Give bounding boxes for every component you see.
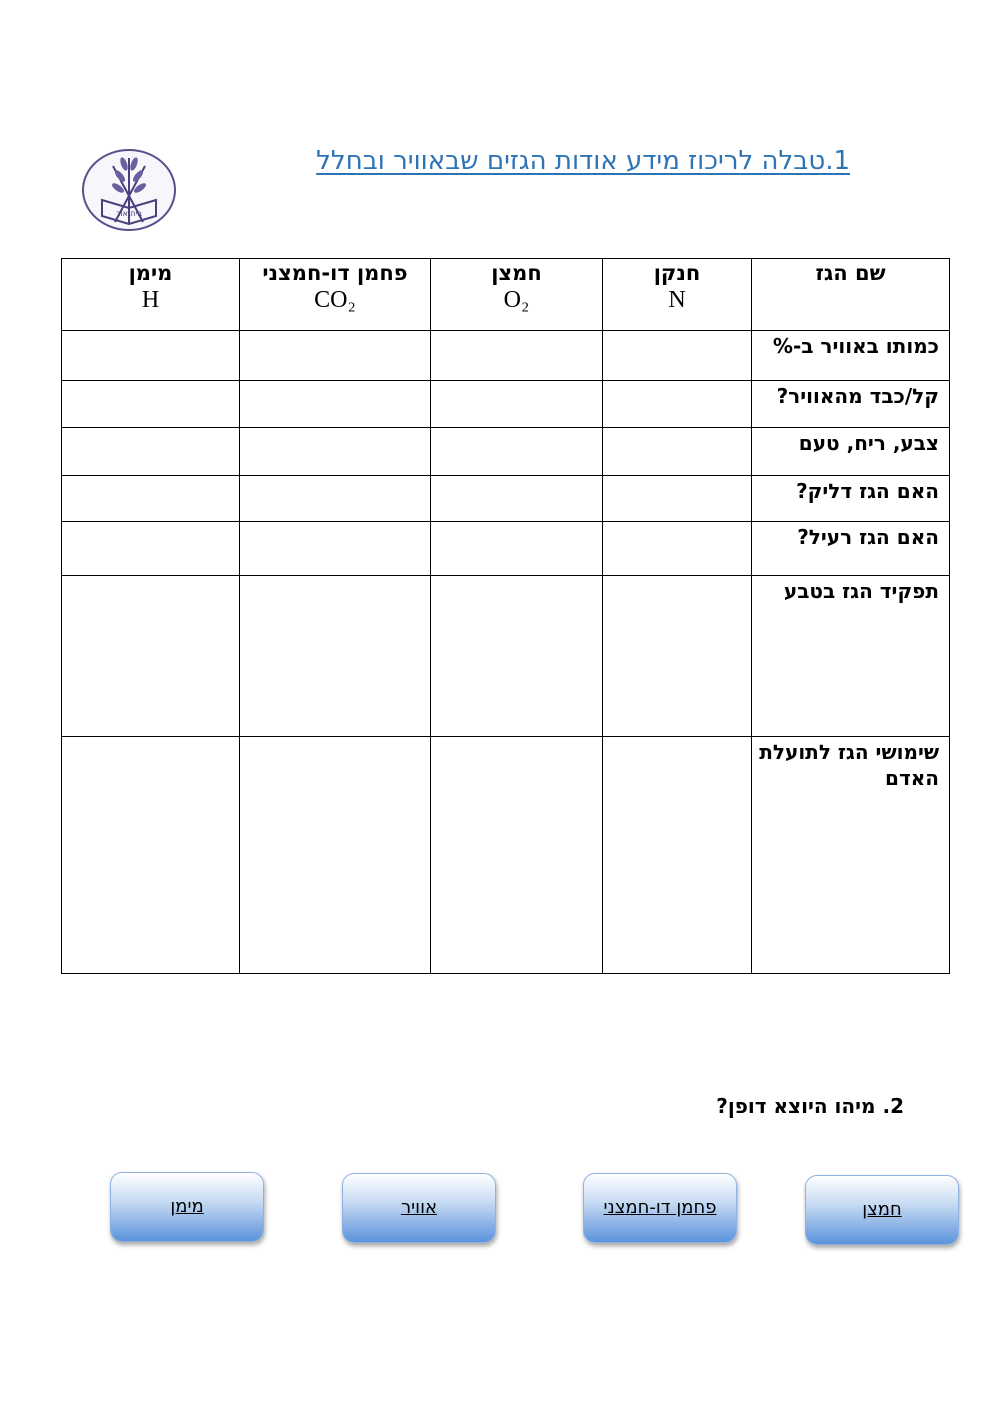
table-row <box>62 331 950 381</box>
answer-cell[interactable] <box>431 522 603 576</box>
header-nitrogen <box>603 259 752 331</box>
table-header-row <box>62 259 950 331</box>
header-hydrogen <box>62 259 240 331</box>
answer-cell[interactable] <box>603 381 752 428</box>
row-label: כמותו באוויר ב-% <box>752 331 950 381</box>
table-row <box>62 737 950 974</box>
gas-symbol: O₂ <box>503 287 530 313</box>
answer-cell[interactable] <box>603 576 752 737</box>
gas-symbol: N <box>668 287 686 313</box>
row-label: תפקיד הגז בטבע <box>752 576 950 737</box>
answer-cell[interactable] <box>62 737 240 974</box>
page-title: 1.טבלה לריכוז מידע אודות הגזים שבאוויר ובחלל <box>316 146 850 176</box>
answer-cell[interactable] <box>62 381 240 428</box>
answer-cell[interactable] <box>603 428 752 476</box>
answer-cell[interactable] <box>240 576 431 737</box>
answer-cell[interactable] <box>240 428 431 476</box>
option-hydrogen-button[interactable]: מימן <box>110 1172 264 1242</box>
school-logo <box>80 148 178 232</box>
answer-cell[interactable] <box>240 737 431 974</box>
gas-name: מימן <box>128 261 173 285</box>
gas-symbol: H <box>141 287 160 313</box>
logo-text: בית אור <box>115 209 143 218</box>
gas-symbol: CO₂ <box>314 287 356 313</box>
answer-cell[interactable] <box>603 476 752 522</box>
question-2: 2. מיהו היוצא דופן? <box>716 1094 904 1118</box>
gas-summary-table <box>61 258 950 974</box>
header-oxygen <box>431 259 603 331</box>
answer-cell[interactable] <box>62 476 240 522</box>
header-label-cell <box>752 259 950 331</box>
answer-cell[interactable] <box>62 428 240 476</box>
answer-cell[interactable] <box>603 331 752 381</box>
gas-name: חמצן <box>491 261 542 285</box>
answer-cell[interactable] <box>62 522 240 576</box>
answer-cell[interactable] <box>431 737 603 974</box>
answer-cell[interactable] <box>240 476 431 522</box>
option-air-button[interactable]: אוויר <box>342 1173 496 1243</box>
table-row <box>62 576 950 737</box>
answer-cell[interactable] <box>603 522 752 576</box>
option-oxygen-button[interactable]: חמצן <box>805 1175 959 1245</box>
table-row <box>62 476 950 522</box>
header-carbon-dioxide <box>240 259 431 331</box>
table-row <box>62 381 950 428</box>
row-label: האם הגז רעיל? <box>752 522 950 576</box>
gas-name: פחמן דו-חמצני <box>262 261 408 285</box>
answer-cell[interactable] <box>431 381 603 428</box>
answer-cell[interactable] <box>240 381 431 428</box>
option-carbon-dioxide-button[interactable]: פחמן דו-חמצני <box>583 1173 737 1243</box>
gas-name: חנקן <box>653 261 701 285</box>
answer-cell[interactable] <box>62 331 240 381</box>
answer-cell[interactable] <box>62 576 240 737</box>
row-label: שימושי הגז לתועלת האדם <box>752 737 950 974</box>
answer-cell[interactable] <box>240 522 431 576</box>
answer-cell[interactable] <box>431 576 603 737</box>
table-row <box>62 428 950 476</box>
answer-cell[interactable] <box>431 476 603 522</box>
answer-cell[interactable] <box>240 331 431 381</box>
row-label: האם הגז דליק? <box>752 476 950 522</box>
answer-cell[interactable] <box>431 331 603 381</box>
row-label: צבע, ריח, טעם <box>752 428 950 476</box>
table-row <box>62 522 950 576</box>
row-label: קל/כבד מהאוויר? <box>752 381 950 428</box>
answer-cell[interactable] <box>603 737 752 974</box>
answer-cell[interactable] <box>431 428 603 476</box>
header-label: שם הגז <box>815 261 886 285</box>
